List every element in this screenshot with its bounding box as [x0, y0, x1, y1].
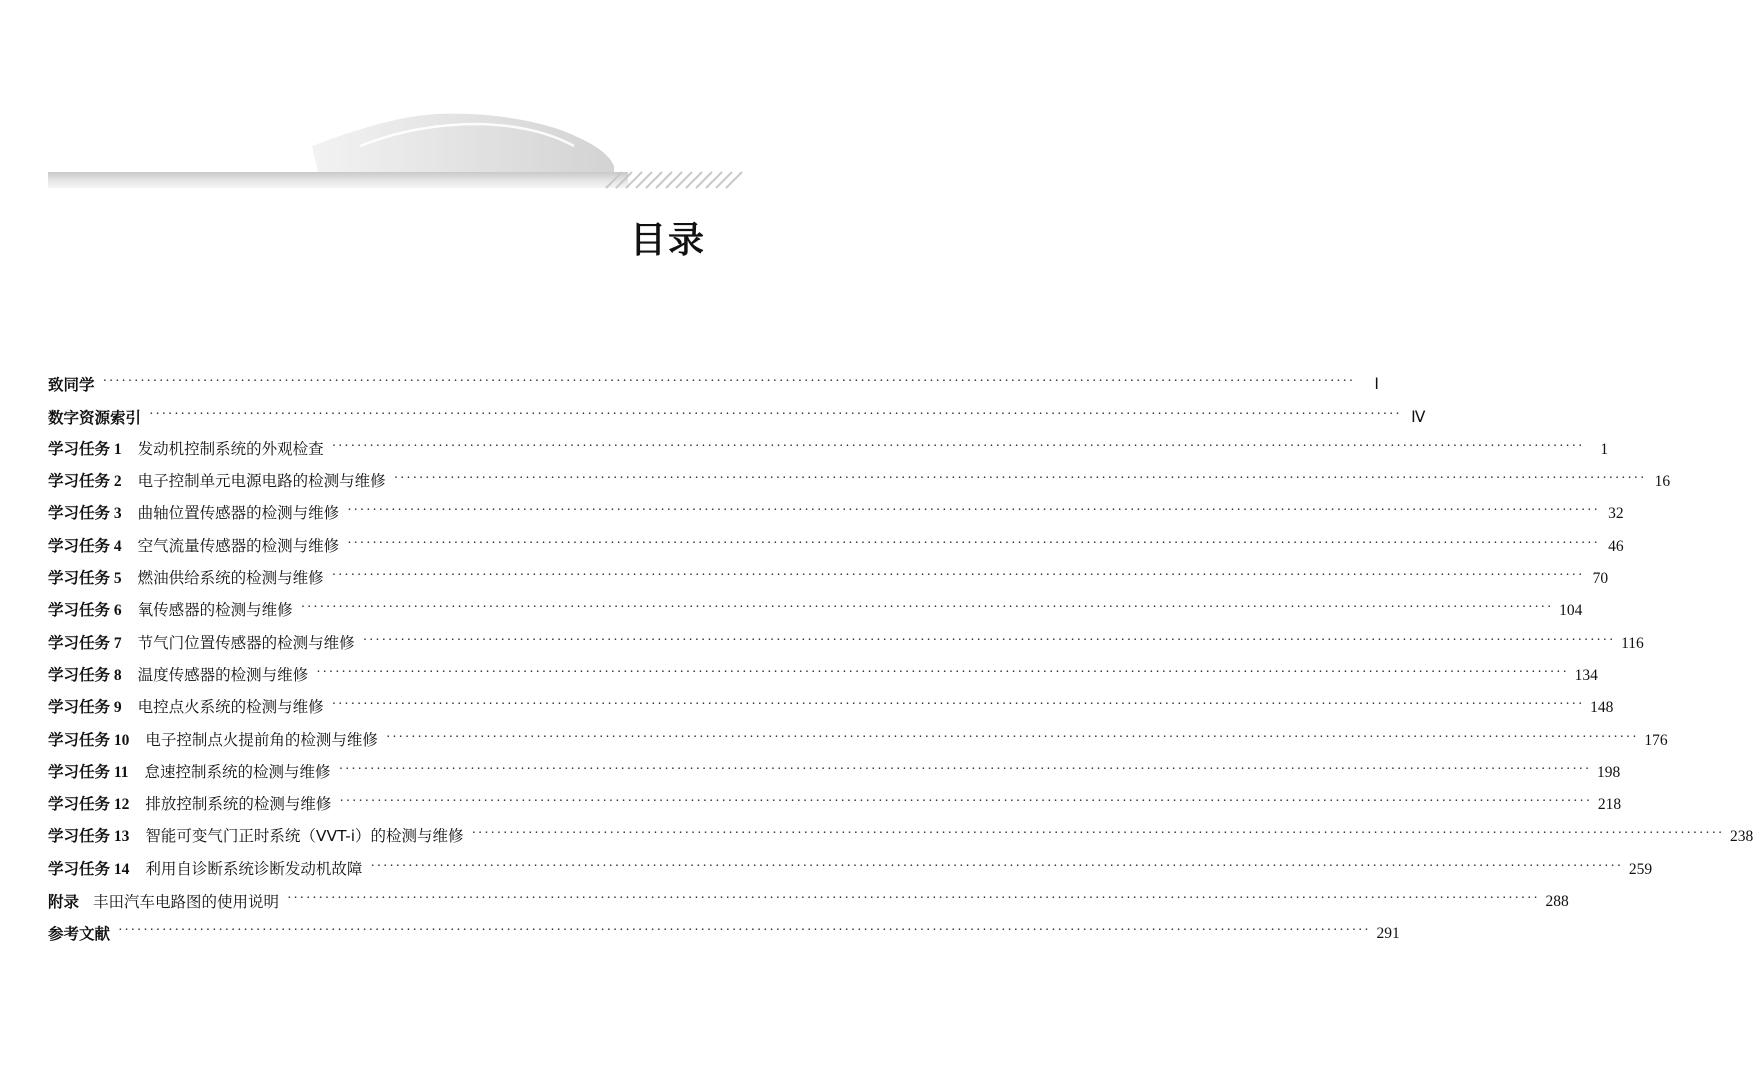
toc-entry[interactable]: [48, 886, 1569, 918]
toc-entry-title: [48, 724, 378, 757]
toc-leader-dots: ········································································································································································································: [338, 761, 1591, 777]
toc-entry-title: [48, 659, 308, 692]
toc-entry-number: 3: [110, 505, 122, 523]
toc-page-number: Ⅰ: [1374, 376, 1379, 394]
toc-entry-prefix: 学习任务: [48, 472, 111, 491]
toc-entry-prefix: 参考文献: [48, 925, 111, 944]
toc-entry-topic: 空气流量传感器的检测与维修: [137, 536, 340, 555]
toc-entry-topic: 温度传感器的检测与维修: [137, 665, 309, 684]
toc-entry-topic: 电子控制点火提前角的检测与维修: [145, 730, 378, 749]
toc-entry-prefix: 学习任务: [48, 536, 111, 555]
toc-leader-dots: ········································································································································································································: [331, 697, 1585, 713]
toc-page-number: 288: [1545, 893, 1569, 911]
toc-entry-topic: 智能可变气门正时系统（VVT-i）的检测与维修: [145, 827, 464, 846]
toc-entry-title: [48, 594, 293, 627]
toc-entry-number: 8: [110, 666, 122, 684]
toc-entry-number: 14: [110, 860, 130, 878]
toc-entry-topic: 发动机控制系统的外观检查: [137, 439, 324, 458]
toc-leader-dots: ········································································································································································································: [149, 406, 1402, 422]
toc-entry-topic: 燃油供给系统的检测与维修: [137, 569, 324, 588]
toc-entry-title: [48, 497, 339, 530]
toc-entry-title: [48, 886, 279, 918]
toc-entry-number: 10: [110, 731, 130, 749]
toc-page-number: 238: [1729, 828, 1753, 846]
toc-page-number: 148: [1590, 699, 1614, 717]
toc-entry-title: [48, 820, 464, 853]
toc-page-number: 291: [1376, 925, 1400, 943]
toc-leader-dots: ········································································································································································································: [393, 471, 1647, 487]
toc-entry-number: 9: [110, 699, 122, 717]
toc-entry-prefix: 学习任务: [48, 439, 111, 458]
toc-leader-dots: ········································································································································································································: [339, 794, 1592, 810]
toc-leader-dots: ········································································································································································································: [331, 438, 1585, 454]
toc-entry-title: [48, 369, 95, 401]
toc-leader-dots: ········································································································································································································: [347, 535, 1600, 551]
car-silhouette-banner: [0, 0, 790, 200]
toc-entry[interactable]: [48, 595, 1583, 627]
toc-entry-topic: 节气门位置传感器的检测与维修: [137, 633, 355, 652]
toc-page-number: 70: [1592, 570, 1609, 588]
toc-entry-title: [48, 530, 339, 563]
toc-leader-dots: ········································································································································································································: [347, 503, 1600, 519]
toc-entry-topic: 怠速控制系统的检测与维修: [144, 762, 331, 781]
toc-entry-title: [48, 756, 331, 789]
toc-page-number: 1: [1600, 440, 1609, 458]
toc-leader-dots: ········································································································································································································: [385, 729, 1639, 745]
toc-page-number: 116: [1621, 634, 1644, 652]
toc-leader-dots: ········································································································································································································: [316, 664, 1569, 680]
toc-entry-prefix: 学习任务: [48, 665, 111, 684]
toc-entry-number: 7: [110, 634, 122, 652]
toc-entry-title: [48, 918, 110, 950]
toc-entry[interactable]: [48, 434, 1609, 466]
toc-leader-dots: ········································································································································································································: [287, 891, 1540, 907]
toc-entry-prefix: 学习任务: [48, 698, 111, 717]
toc-entry-number: 12: [110, 796, 130, 814]
toc-entry-title: [48, 562, 324, 595]
toc-entry-title: [48, 627, 355, 660]
toc-entry[interactable]: [48, 530, 1624, 562]
toc-page-number: 134: [1574, 666, 1598, 684]
toc-page-number: 259: [1628, 860, 1653, 878]
toc-entry-prefix: 学习任务: [48, 730, 111, 749]
toc-entry-prefix: 学习任务: [48, 601, 111, 620]
toc-entry-number: 2: [110, 473, 122, 491]
toc-entry-number: 4: [110, 537, 122, 555]
toc-entry[interactable]: [48, 627, 1644, 659]
toc-entry[interactable]: [48, 660, 1598, 692]
toc-leader-dots: ········································································································································································································: [331, 568, 1585, 584]
toc-entry-title: [48, 853, 362, 886]
toc-entry-title: [48, 691, 324, 724]
toc-entry-prefix: 学习任务: [48, 827, 111, 846]
toc-entry-title: [48, 465, 386, 498]
page-title: 目录: [629, 220, 706, 261]
toc-entry-topic: 丰田汽车电路图的使用说明: [93, 893, 280, 912]
toc-entry-prefix: 附录: [48, 893, 80, 912]
toc-entry[interactable]: [48, 563, 1609, 595]
table-of-contents: [48, 369, 1753, 950]
toc-entry[interactable]: [48, 821, 1753, 853]
toc-entry[interactable]: [48, 757, 1621, 789]
toc-entry-topic: 曲轴位置传感器的检测与维修: [137, 504, 340, 523]
toc-entry[interactable]: [48, 498, 1624, 530]
toc-entry[interactable]: [48, 466, 1671, 498]
toc-entry-prefix: 致同学: [48, 376, 95, 395]
toc-entry-prefix: 学习任务: [48, 795, 111, 814]
toc-leader-dots: ········································································································································································································: [370, 858, 1623, 874]
toc-entry-topic: 氧传感器的检测与维修: [137, 601, 293, 620]
toc-leader-dots: ········································································································································································································: [102, 374, 1355, 390]
toc-entry[interactable]: [48, 401, 1426, 433]
toc-entry-number: 5: [110, 570, 122, 588]
toc-entry-topic: 利用自诊断系统诊断发动机故障: [145, 859, 363, 878]
toc-entry-title: [48, 788, 331, 821]
toc-entry-topic: 电控点火系统的检测与维修: [137, 698, 324, 717]
toc-entry-number: 6: [110, 602, 122, 620]
toc-page-number: 104: [1559, 602, 1583, 620]
toc-entry-number: 13: [110, 828, 130, 846]
toc-entry[interactable]: [48, 789, 1622, 821]
toc-page-number: 218: [1597, 796, 1622, 814]
toc-page-number: 198: [1596, 763, 1621, 781]
toc-leader-dots: ········································································································································································································: [300, 600, 1554, 616]
toc-entry[interactable]: [48, 369, 1379, 401]
toc-leader-dots: ········································································································································································································: [471, 826, 1724, 842]
toc-leader-dots: ········································································································································································································: [362, 632, 1616, 648]
banner-band: [48, 172, 628, 188]
toc-page-number: 16: [1654, 473, 1671, 491]
toc-entry-prefix: 数字资源索引: [48, 408, 142, 427]
toc-entry[interactable]: [48, 853, 1653, 885]
toc-entry-title: [48, 402, 141, 434]
toc-entry-number: 11: [110, 763, 129, 781]
toc-entry-prefix: 学习任务: [48, 504, 111, 523]
toc-entry[interactable]: [48, 692, 1614, 724]
toc-entry-title: [48, 433, 324, 466]
toc-entry-prefix: 学习任务: [48, 569, 111, 588]
toc-page-number: 46: [1608, 537, 1624, 555]
toc-entry[interactable]: [48, 918, 1400, 950]
toc-entry-topic: 电子控制单元电源电路的检测与维修: [137, 472, 386, 491]
toc-entry-prefix: 学习任务: [48, 762, 111, 781]
toc-entry[interactable]: [48, 724, 1668, 756]
toc-page-number: Ⅳ: [1411, 408, 1426, 426]
toc-entry-prefix: 学习任务: [48, 633, 111, 652]
toc-page-number: 176: [1644, 731, 1668, 749]
toc-entry-prefix: 学习任务: [48, 859, 111, 878]
toc-entry-number: 1: [110, 440, 122, 458]
toc-page-number: 32: [1608, 505, 1624, 523]
toc-leader-dots: ········································································································································································································: [118, 923, 1371, 939]
toc-entry-topic: 排放控制系统的检测与维修: [145, 795, 332, 814]
